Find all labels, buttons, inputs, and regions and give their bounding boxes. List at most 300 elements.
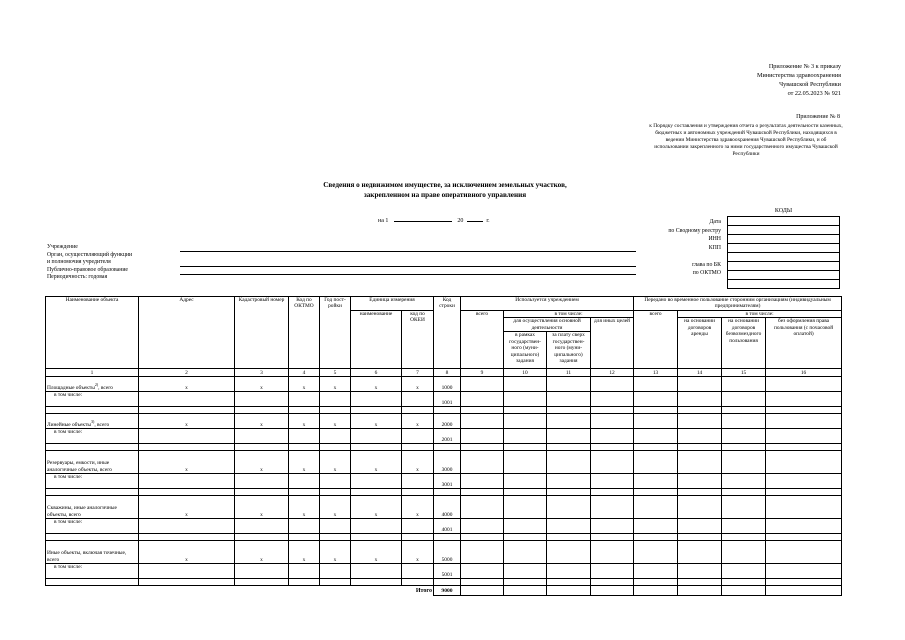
table-row-blank bbox=[46, 579, 842, 586]
value-cell[interactable] bbox=[289, 407, 320, 414]
value-cell[interactable] bbox=[320, 579, 351, 586]
col-number: 9 bbox=[461, 369, 504, 377]
value-cell[interactable] bbox=[235, 534, 289, 541]
date-day-month-field[interactable] bbox=[394, 221, 452, 222]
value-cell[interactable] bbox=[547, 392, 591, 407]
value-cell[interactable] bbox=[461, 451, 504, 474]
total-cell[interactable] bbox=[766, 586, 842, 596]
authority-label: и полномочия учредителя bbox=[47, 259, 111, 265]
value-cell[interactable] bbox=[634, 377, 678, 392]
value-cell[interactable] bbox=[46, 579, 139, 586]
x-mark: х bbox=[289, 414, 320, 429]
value-cell[interactable] bbox=[504, 541, 547, 564]
value-cell[interactable] bbox=[547, 489, 591, 496]
codes-label: Дата bbox=[709, 219, 721, 225]
value-cell[interactable] bbox=[634, 496, 678, 519]
total-cell[interactable] bbox=[504, 586, 547, 596]
codes-label: глава по БК bbox=[692, 261, 721, 268]
group-label bbox=[46, 451, 139, 474]
line-code: 3001 bbox=[434, 474, 461, 489]
value-cell[interactable] bbox=[591, 377, 634, 392]
col-used-header: Используется учреждением bbox=[461, 297, 634, 311]
value-cell[interactable] bbox=[678, 392, 722, 407]
value-cell[interactable] bbox=[46, 444, 139, 451]
incl-label: в том числе: bbox=[46, 519, 139, 534]
value-cell[interactable] bbox=[678, 444, 722, 451]
value-cell[interactable] bbox=[504, 564, 547, 579]
value-cell[interactable] bbox=[289, 429, 320, 444]
value-cell[interactable] bbox=[591, 541, 634, 564]
value-cell[interactable] bbox=[678, 429, 722, 444]
value-cell[interactable] bbox=[402, 579, 434, 586]
value-cell[interactable] bbox=[634, 519, 678, 534]
col-used-incl-header: в том числе: bbox=[504, 310, 634, 317]
value-cell[interactable] bbox=[547, 451, 591, 474]
value-cell[interactable] bbox=[434, 444, 461, 451]
value-cell[interactable] bbox=[461, 541, 504, 564]
value-cell[interactable] bbox=[289, 579, 320, 586]
value-cell[interactable] bbox=[634, 407, 678, 414]
value-cell[interactable] bbox=[766, 474, 842, 489]
value-cell[interactable] bbox=[402, 392, 434, 407]
line-code: 5000 bbox=[434, 541, 461, 564]
x-mark: х bbox=[320, 414, 351, 429]
value-cell[interactable] bbox=[722, 444, 766, 451]
value-cell[interactable] bbox=[722, 474, 766, 489]
value-cell[interactable] bbox=[402, 429, 434, 444]
value-cell[interactable] bbox=[634, 541, 678, 564]
value-cell[interactable] bbox=[678, 564, 722, 579]
value-cell[interactable] bbox=[504, 407, 547, 414]
value-cell[interactable] bbox=[461, 496, 504, 519]
x-mark: х bbox=[351, 541, 402, 564]
value-cell[interactable] bbox=[722, 451, 766, 474]
x-mark: х bbox=[235, 451, 289, 474]
incl-label: в том числе: bbox=[46, 564, 139, 579]
public-law-field[interactable] bbox=[180, 274, 636, 275]
date-line bbox=[378, 218, 490, 226]
value-cell[interactable] bbox=[351, 564, 402, 579]
code-cell-oktmo[interactable] bbox=[728, 271, 840, 280]
x-mark: х bbox=[351, 414, 402, 429]
code-cell-empty[interactable] bbox=[728, 253, 840, 262]
value-cell[interactable] bbox=[547, 429, 591, 444]
value-cell[interactable] bbox=[766, 407, 842, 414]
value-cell[interactable] bbox=[504, 579, 547, 586]
value-cell[interactable] bbox=[320, 534, 351, 541]
institution-field[interactable] bbox=[180, 251, 636, 252]
value-cell[interactable] bbox=[351, 474, 402, 489]
value-cell[interactable] bbox=[504, 451, 547, 474]
value-cell[interactable] bbox=[461, 519, 504, 534]
value-cell[interactable] bbox=[351, 429, 402, 444]
order-line: от 22.05.2023 № 921 bbox=[787, 89, 841, 97]
value-cell[interactable] bbox=[320, 474, 351, 489]
value-cell[interactable] bbox=[547, 519, 591, 534]
value-cell[interactable] bbox=[139, 407, 235, 414]
value-cell[interactable] bbox=[351, 489, 402, 496]
incl-label: в том числе: bbox=[46, 429, 139, 444]
value-cell[interactable] bbox=[139, 474, 235, 489]
incl-label: в том числе: bbox=[46, 392, 139, 407]
value-cell[interactable] bbox=[461, 444, 504, 451]
value-cell[interactable] bbox=[434, 534, 461, 541]
value-cell[interactable] bbox=[504, 474, 547, 489]
value-cell[interactable] bbox=[722, 414, 766, 429]
value-cell[interactable] bbox=[289, 564, 320, 579]
value-cell[interactable] bbox=[591, 489, 634, 496]
value-cell[interactable] bbox=[402, 407, 434, 414]
value-cell[interactable] bbox=[678, 377, 722, 392]
value-cell[interactable] bbox=[678, 534, 722, 541]
value-cell[interactable] bbox=[766, 579, 842, 586]
value-cell[interactable] bbox=[634, 579, 678, 586]
codes-label-empty bbox=[600, 252, 721, 261]
order-line: Приложение № 3 к приказу bbox=[768, 63, 841, 70]
code-cell-date[interactable] bbox=[728, 217, 840, 226]
value-cell[interactable] bbox=[289, 519, 320, 534]
col-cadastral-header: Кадастровый номер bbox=[235, 297, 289, 369]
value-cell[interactable] bbox=[547, 564, 591, 579]
value-cell[interactable] bbox=[46, 407, 139, 414]
value-cell[interactable] bbox=[591, 519, 634, 534]
value-cell[interactable] bbox=[434, 407, 461, 414]
group-label bbox=[46, 377, 139, 392]
line-code: 1000 bbox=[434, 377, 461, 392]
x-mark: х bbox=[402, 541, 434, 564]
value-cell[interactable] bbox=[320, 489, 351, 496]
title-line: Сведения о недвижимом имуществе, за исключением земельных участков, bbox=[323, 181, 567, 189]
value-cell[interactable] bbox=[461, 429, 504, 444]
x-mark: х bbox=[139, 414, 235, 429]
value-cell[interactable] bbox=[591, 474, 634, 489]
col-other-purposes-header: для иных целей bbox=[591, 318, 634, 369]
line-code: 2000 bbox=[434, 414, 461, 429]
value-cell[interactable] bbox=[235, 429, 289, 444]
value-cell[interactable] bbox=[289, 534, 320, 541]
value-cell[interactable] bbox=[504, 392, 547, 407]
document-title bbox=[240, 180, 650, 201]
table-row-blank bbox=[46, 444, 842, 451]
order-line: Министерства здравоохранения bbox=[756, 71, 841, 79]
value-cell[interactable] bbox=[235, 564, 289, 579]
value-cell[interactable] bbox=[766, 444, 842, 451]
x-mark: х bbox=[289, 496, 320, 519]
total-cell[interactable] bbox=[461, 586, 504, 596]
total-cell[interactable] bbox=[722, 586, 766, 596]
value-cell[interactable] bbox=[634, 534, 678, 541]
col-number: 1 bbox=[46, 369, 139, 377]
value-cell[interactable] bbox=[351, 392, 402, 407]
code-cell-inn[interactable] bbox=[728, 235, 840, 244]
col-name-header: Наименование объекта bbox=[46, 297, 139, 369]
value-cell[interactable] bbox=[634, 451, 678, 474]
code-cell-kpp[interactable] bbox=[728, 244, 840, 253]
value-cell[interactable] bbox=[235, 444, 289, 451]
x-mark: х bbox=[402, 414, 434, 429]
value-cell[interactable] bbox=[504, 377, 547, 392]
col-number: 7 bbox=[402, 369, 434, 377]
value-cell[interactable] bbox=[766, 534, 842, 541]
line-code: 5001 bbox=[434, 564, 461, 579]
value-cell[interactable] bbox=[634, 392, 678, 407]
value-cell[interactable] bbox=[722, 519, 766, 534]
value-cell[interactable] bbox=[461, 579, 504, 586]
value-cell[interactable] bbox=[722, 489, 766, 496]
value-cell[interactable] bbox=[634, 474, 678, 489]
value-cell[interactable] bbox=[547, 541, 591, 564]
value-cell[interactable] bbox=[402, 474, 434, 489]
total-cell[interactable] bbox=[591, 586, 634, 596]
value-cell[interactable] bbox=[235, 519, 289, 534]
value-cell[interactable] bbox=[504, 414, 547, 429]
value-cell[interactable] bbox=[351, 407, 402, 414]
group-label-tail: , всего bbox=[98, 384, 114, 391]
table-row-group-total bbox=[46, 451, 842, 474]
value-cell[interactable] bbox=[722, 534, 766, 541]
value-cell[interactable] bbox=[766, 429, 842, 444]
value-cell[interactable] bbox=[591, 414, 634, 429]
code-cell-bk[interactable] bbox=[728, 262, 840, 271]
value-cell[interactable] bbox=[678, 451, 722, 474]
value-cell[interactable] bbox=[235, 489, 289, 496]
value-cell[interactable] bbox=[434, 579, 461, 586]
value-cell[interactable] bbox=[634, 429, 678, 444]
value-cell[interactable] bbox=[504, 519, 547, 534]
total-cell[interactable] bbox=[547, 586, 591, 596]
col-within-task-header: в рамках государствен-ного (муни-ципального) задания bbox=[504, 332, 547, 369]
value-cell[interactable] bbox=[504, 496, 547, 519]
col-number: 10 bbox=[504, 369, 547, 377]
x-mark: х bbox=[139, 377, 235, 392]
value-cell[interactable] bbox=[235, 474, 289, 489]
footnote-ref: 2) bbox=[94, 382, 99, 388]
appendix-text: к Порядку составления и утверждения отчета о результатах деятельности казенных, бюджетных и автономных учреждений Чувашской Республики, находящихся в ведении Министерства здравоохранения Чувашской Республики, и об использовании закрепленного за ними государственного имущества Чувашской Республики bbox=[649, 123, 843, 158]
x-mark: х bbox=[320, 451, 351, 474]
value-cell[interactable] bbox=[289, 444, 320, 451]
codes-labels bbox=[600, 218, 721, 278]
value-cell[interactable] bbox=[139, 429, 235, 444]
value-cell[interactable] bbox=[461, 407, 504, 414]
value-cell[interactable] bbox=[139, 392, 235, 407]
authority-label: Орган, осуществляющий функции bbox=[47, 251, 133, 258]
value-cell[interactable] bbox=[722, 377, 766, 392]
x-mark: х bbox=[320, 377, 351, 392]
value-cell[interactable] bbox=[320, 429, 351, 444]
value-cell[interactable] bbox=[591, 534, 634, 541]
value-cell[interactable] bbox=[591, 564, 634, 579]
x-mark: х bbox=[235, 541, 289, 564]
x-mark: х bbox=[235, 496, 289, 519]
value-cell[interactable] bbox=[634, 444, 678, 451]
x-mark: х bbox=[351, 451, 402, 474]
table-row-group-sub bbox=[46, 474, 842, 489]
institution-label: Учреждение bbox=[47, 244, 78, 250]
value-cell[interactable] bbox=[351, 534, 402, 541]
col-line-code-header: Код строки bbox=[434, 297, 461, 369]
value-cell[interactable] bbox=[547, 496, 591, 519]
x-mark: х bbox=[235, 377, 289, 392]
value-cell[interactable] bbox=[434, 489, 461, 496]
value-cell[interactable] bbox=[634, 564, 678, 579]
code-cell-periodicity[interactable] bbox=[728, 280, 840, 289]
value-cell[interactable] bbox=[591, 444, 634, 451]
col-used-total-header: всего bbox=[461, 310, 504, 368]
value-cell[interactable] bbox=[591, 429, 634, 444]
value-cell[interactable] bbox=[722, 392, 766, 407]
value-cell[interactable] bbox=[766, 519, 842, 534]
col-oktmo-header: Код по ОКТМО bbox=[289, 297, 320, 369]
line-code: 4001 bbox=[434, 519, 461, 534]
value-cell[interactable] bbox=[591, 579, 634, 586]
total-cell[interactable] bbox=[634, 586, 678, 596]
value-cell[interactable] bbox=[591, 407, 634, 414]
value-cell[interactable] bbox=[547, 407, 591, 414]
value-cell[interactable] bbox=[461, 474, 504, 489]
value-cell[interactable] bbox=[320, 392, 351, 407]
value-cell[interactable] bbox=[351, 519, 402, 534]
value-cell[interactable] bbox=[766, 564, 842, 579]
value-cell[interactable] bbox=[289, 474, 320, 489]
value-cell[interactable] bbox=[722, 541, 766, 564]
value-cell[interactable] bbox=[678, 579, 722, 586]
group-label-tail: , всего bbox=[94, 421, 110, 428]
col-tr-total-header: всего bbox=[634, 310, 678, 368]
value-cell[interactable] bbox=[766, 541, 842, 564]
table-row-group-sub bbox=[46, 519, 842, 534]
group-label bbox=[46, 414, 139, 429]
total-cell[interactable] bbox=[678, 586, 722, 596]
value-cell[interactable] bbox=[547, 444, 591, 451]
col-number: 11 bbox=[547, 369, 591, 377]
value-cell[interactable] bbox=[402, 489, 434, 496]
value-cell[interactable] bbox=[504, 444, 547, 451]
value-cell[interactable] bbox=[504, 489, 547, 496]
date-year-field[interactable] bbox=[467, 221, 483, 222]
value-cell[interactable] bbox=[591, 496, 634, 519]
x-mark: х bbox=[320, 496, 351, 519]
value-cell[interactable] bbox=[139, 444, 235, 451]
value-cell[interactable] bbox=[678, 496, 722, 519]
value-cell[interactable] bbox=[722, 564, 766, 579]
value-cell[interactable] bbox=[461, 377, 504, 392]
value-cell[interactable] bbox=[722, 496, 766, 519]
value-cell[interactable] bbox=[766, 489, 842, 496]
group-label-text: Скважины, иные аналогичные объекты, всего bbox=[47, 505, 117, 518]
value-cell[interactable] bbox=[461, 564, 504, 579]
value-cell[interactable] bbox=[766, 451, 842, 474]
value-cell[interactable] bbox=[766, 414, 842, 429]
table-row-group-total bbox=[46, 496, 842, 519]
value-cell[interactable] bbox=[722, 579, 766, 586]
col-number: 16 bbox=[766, 369, 842, 377]
value-cell[interactable] bbox=[678, 414, 722, 429]
value-cell[interactable] bbox=[461, 392, 504, 407]
code-cell-registry[interactable] bbox=[728, 226, 840, 235]
col-main-activity-header: для осуществления основной деятельности bbox=[504, 318, 591, 332]
value-cell[interactable] bbox=[139, 519, 235, 534]
value-cell[interactable] bbox=[320, 564, 351, 579]
value-cell[interactable] bbox=[678, 474, 722, 489]
x-mark: х bbox=[351, 496, 402, 519]
property-table bbox=[45, 296, 842, 596]
group-label-text: Линейные объекты bbox=[47, 421, 91, 428]
group-label bbox=[46, 541, 139, 564]
x-mark: х bbox=[351, 377, 402, 392]
value-cell[interactable] bbox=[139, 579, 235, 586]
table-row-group-sub bbox=[46, 429, 842, 444]
x-mark: х bbox=[139, 451, 235, 474]
value-cell[interactable] bbox=[591, 392, 634, 407]
value-cell[interactable] bbox=[547, 474, 591, 489]
value-cell[interactable] bbox=[351, 579, 402, 586]
date-year-prefix: 20 bbox=[457, 218, 464, 224]
value-cell[interactable] bbox=[678, 489, 722, 496]
value-cell[interactable] bbox=[402, 534, 434, 541]
value-cell[interactable] bbox=[139, 534, 235, 541]
value-cell[interactable] bbox=[461, 414, 504, 429]
col-number: 4 bbox=[289, 369, 320, 377]
value-cell[interactable] bbox=[766, 377, 842, 392]
value-cell[interactable] bbox=[547, 414, 591, 429]
value-cell[interactable] bbox=[139, 489, 235, 496]
order-reference bbox=[757, 63, 841, 99]
value-cell[interactable] bbox=[547, 579, 591, 586]
header-fields bbox=[47, 244, 132, 282]
value-cell[interactable] bbox=[461, 534, 504, 541]
value-cell[interactable] bbox=[235, 407, 289, 414]
value-cell[interactable] bbox=[591, 451, 634, 474]
value-cell[interactable] bbox=[678, 519, 722, 534]
value-cell[interactable] bbox=[678, 407, 722, 414]
value-cell[interactable] bbox=[722, 429, 766, 444]
value-cell[interactable] bbox=[351, 444, 402, 451]
value-cell[interactable] bbox=[320, 407, 351, 414]
title-line: закрепленном на праве оперативного управления bbox=[363, 191, 527, 200]
col-unit-code-header: код по ОКЕИ bbox=[402, 310, 434, 368]
value-cell[interactable] bbox=[504, 534, 547, 541]
col-no-rights-header: без оформления права пользования (с почасовой оплатой) bbox=[766, 318, 842, 369]
table-row-blank bbox=[46, 407, 842, 414]
value-cell[interactable] bbox=[46, 534, 139, 541]
value-cell[interactable] bbox=[634, 489, 678, 496]
value-cell[interactable] bbox=[289, 489, 320, 496]
value-cell[interactable] bbox=[634, 414, 678, 429]
value-cell[interactable] bbox=[461, 489, 504, 496]
value-cell[interactable] bbox=[139, 564, 235, 579]
value-cell[interactable] bbox=[547, 534, 591, 541]
value-cell[interactable] bbox=[766, 496, 842, 519]
value-cell[interactable] bbox=[766, 392, 842, 407]
value-cell[interactable] bbox=[46, 489, 139, 496]
value-cell[interactable] bbox=[320, 519, 351, 534]
value-cell[interactable] bbox=[235, 392, 289, 407]
value-cell[interactable] bbox=[402, 519, 434, 534]
col-unit-header: Единица измерения bbox=[351, 297, 434, 311]
authority-field[interactable] bbox=[180, 266, 636, 267]
value-cell[interactable] bbox=[547, 377, 591, 392]
value-cell[interactable] bbox=[320, 444, 351, 451]
value-cell[interactable] bbox=[402, 444, 434, 451]
value-cell[interactable] bbox=[722, 407, 766, 414]
total-code: 9000 bbox=[434, 586, 461, 596]
value-cell[interactable] bbox=[678, 541, 722, 564]
codes-label: ИНН bbox=[708, 236, 721, 242]
value-cell[interactable] bbox=[235, 579, 289, 586]
value-cell[interactable] bbox=[289, 392, 320, 407]
value-cell[interactable] bbox=[402, 564, 434, 579]
value-cell[interactable] bbox=[504, 429, 547, 444]
